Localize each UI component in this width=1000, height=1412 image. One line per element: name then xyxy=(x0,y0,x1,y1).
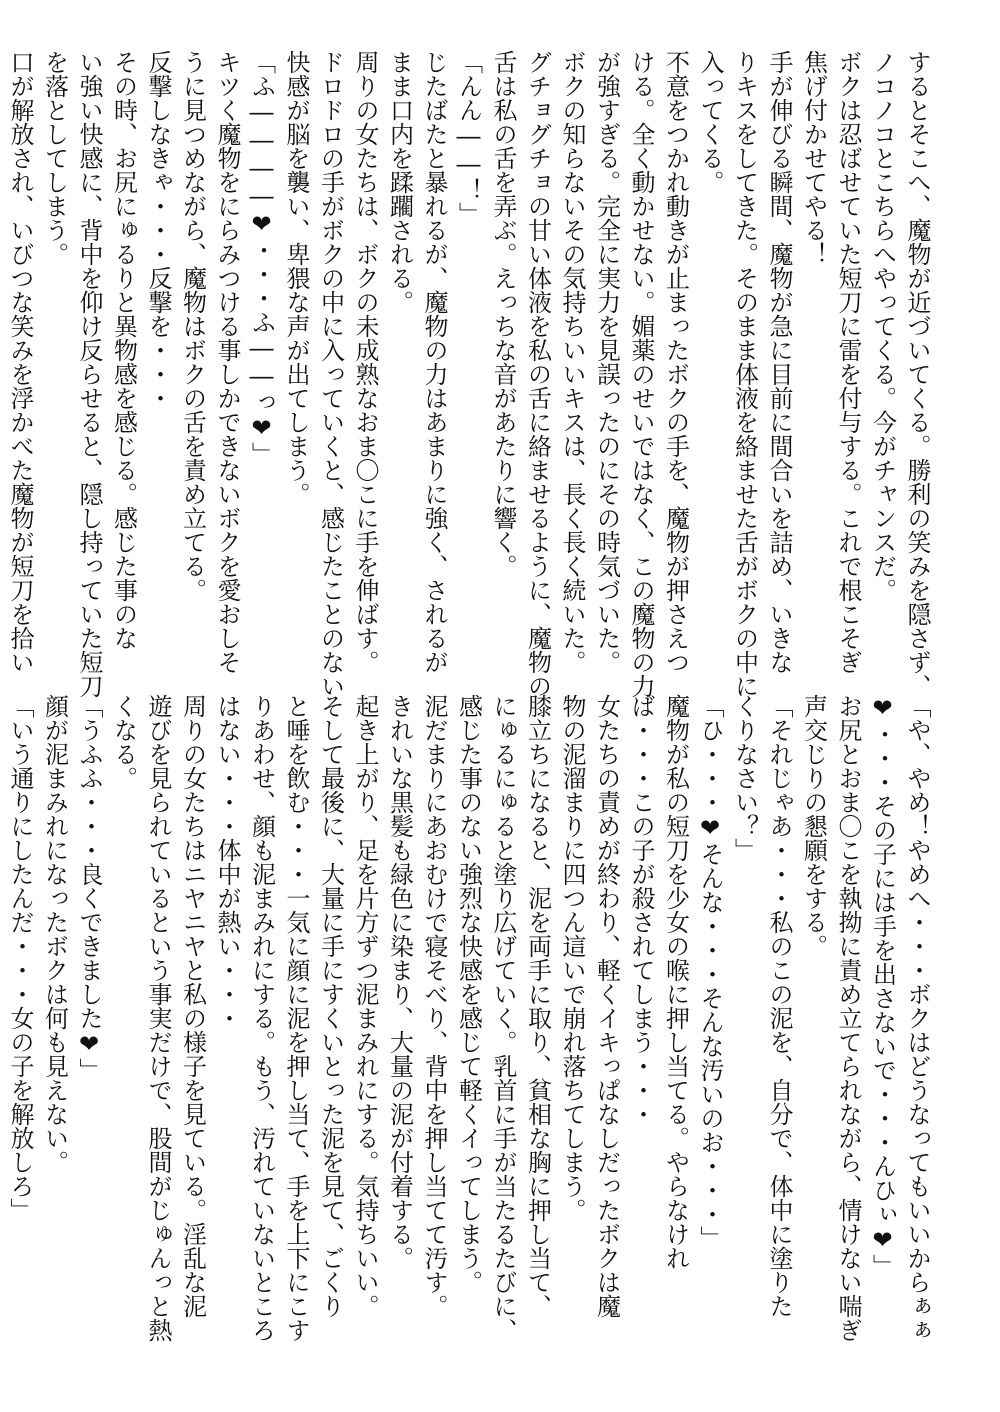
text-line: ける。全く動かせない。媚薬のせいではなく、この魔物の力 xyxy=(627,50,655,698)
text-line: まま口内を蹂躙される。 xyxy=(385,50,414,314)
text-line: 膝立ちになると、泥を両手に取り、貧相な胸に押し当て、 xyxy=(523,694,552,1318)
text-line: ノコノコとこちらへやってくる。今がチャンスだ。 xyxy=(868,50,897,602)
text-line: 不意をつかれ動きが止まったボクの手を、魔物が押さえつ xyxy=(661,50,690,674)
text-line: その時、お尻にゅるりと異物感を感じる。感じた事のな xyxy=(109,50,138,650)
text-line: い強い快感に、背中を仰け反らせると、隠し持っていた短刀 xyxy=(75,50,103,698)
text-line: 顔が泥まみれになったボクは何も見えない。 xyxy=(40,694,69,1174)
text-line: 「ひ・・・❤そんな・・・そんな汚いのお・・・」 xyxy=(696,694,724,1250)
text-line: 魔物が私の短刀を少女の喉に押し当てる。やらなけれ xyxy=(661,694,690,1270)
text-line: 女たちの責めが終わり、軽くイキっぱなしだったボクは魔 xyxy=(592,694,621,1318)
text-line: ボクの知らないその気持ちいいキスは、長く長く続いた。 xyxy=(558,50,586,674)
text-line: 「ふ――――❤・・・ふ――っ❤」 xyxy=(247,50,276,466)
text-line: じたばたと暴れるが、魔物の力はあまりに強く、されるが xyxy=(420,50,448,674)
text-line: 入ってくる。 xyxy=(696,50,724,194)
text-line: くなる。 xyxy=(109,694,138,790)
text-line: 周りの女たちはニヤニヤと私の様子を見ている。淫乱な泥 xyxy=(178,694,207,1318)
text-line: そして最後に、大量に手にすくいとった泥を見て、ごくり xyxy=(316,694,345,1318)
text-line: 物の泥溜まりに四つん這いで崩れ落ちてしまう。 xyxy=(558,694,586,1222)
text-line: 声交じりの懇願をする。 xyxy=(799,694,828,958)
text-line: 舌は私の舌を弄ぶ。えっちな音があたりに響く。 xyxy=(489,50,517,578)
text-line: 快感が脳を襲い、卑猥な声が出てしまう。 xyxy=(282,50,310,506)
text-line: 周りの女たちは、ボクの未成熟なおま〇こに手を伸ばす。 xyxy=(351,50,379,674)
text-line: 「それじゃあ・・・私のこの泥を、自分で、体中に塗りた xyxy=(765,694,793,1318)
text-line: 反撃しなきゃ・・・反撃を・・・ xyxy=(144,50,172,410)
text-line: 起き上がり、足を片方ずつ泥まみれにする。気持ちいい。 xyxy=(351,694,379,1318)
text-line: りキスをしてきた。そのまま体液を絡ませた舌がボクの中に xyxy=(730,50,759,698)
text-line: するとそこへ、魔物が近づいてくる。勝利の笑みを隠さず、 xyxy=(903,50,931,698)
text-line: ば・・・この子が殺されてしまう・・・ xyxy=(627,694,655,1126)
text-line: きれいな黒髪も緑色に染まり、大量の泥が付着する。 xyxy=(385,694,414,1270)
text-line: 「んん――！」 xyxy=(454,50,483,226)
text-line: ❤・・・その子には手を出さないで・・・んひぃ❤」 xyxy=(868,694,897,1278)
text-line: 口が解放され、いびつな笑みを浮かべた魔物が短刀を拾い xyxy=(6,50,34,674)
text-line: りあわせ、顔も泥まみれにする。もう、汚れていないところ xyxy=(247,694,276,1342)
text-line: 「うふふ・・・良くできました❤」 xyxy=(75,694,103,1082)
text-line: 「や、やめ！やめへ・・・ボクはどうなってもいいからぁぁ xyxy=(903,694,931,1342)
text-line: 感じた事のない強烈な快感を感じて軽くイってしまう。 xyxy=(454,694,483,1294)
text-line: うに見つめながら、魔物はボクの舌を責め立てる。 xyxy=(178,50,207,602)
text-line: キツく魔物をにらみつける事しかできないボクを愛おしそ xyxy=(213,50,241,674)
lower-text-block xyxy=(6,694,934,1342)
text-line: 「いう通りにしたんだ・・・女の子を解放しろ」 xyxy=(6,694,34,1222)
text-line: を落としてしまう。 xyxy=(40,50,69,266)
text-line: と唾を飲む・・・一気に顔に泥を押し当て、手を上下にこす xyxy=(282,694,310,1342)
upper-text-block xyxy=(6,50,934,698)
text-line: 手が伸びる瞬間、魔物が急に目前に間合いを詰め、いきな xyxy=(765,50,793,674)
text-line: 遊びを見られているという事実だけで、股間がじゅんっと熱 xyxy=(144,694,172,1342)
text-line: 焦げ付かせてやる！ xyxy=(799,50,828,266)
text-line: はない・・・体中が熱い・・・ xyxy=(213,694,241,1030)
text-line: 泥だまりにあおむけで寝そべり、背中を押し当てて汚す。 xyxy=(420,694,448,1318)
text-line: ボクは忍ばせていた短刀に雷を付与する。これで根こそぎ xyxy=(834,50,862,674)
text-line: くりなさい？」 xyxy=(730,694,759,862)
text-line: お尻とおま〇こを執拗に責め立てられながら、情けない喘ぎ xyxy=(834,694,862,1342)
text-line: にゅるにゅると塗り広げていく。乳首に手が当たるたびに、 xyxy=(489,694,517,1342)
text-line: が強すぎる。完全に実力を見誤ったのにその時気づいた。 xyxy=(592,50,621,674)
text-line: グチョグチョの甘い体液を私の舌に絡ませるように、魔物の xyxy=(523,50,552,698)
text-line xyxy=(0,694,3,1304)
text-line: ドロドロの手がボクの中に入っていくと、感じたことのない xyxy=(316,50,345,698)
